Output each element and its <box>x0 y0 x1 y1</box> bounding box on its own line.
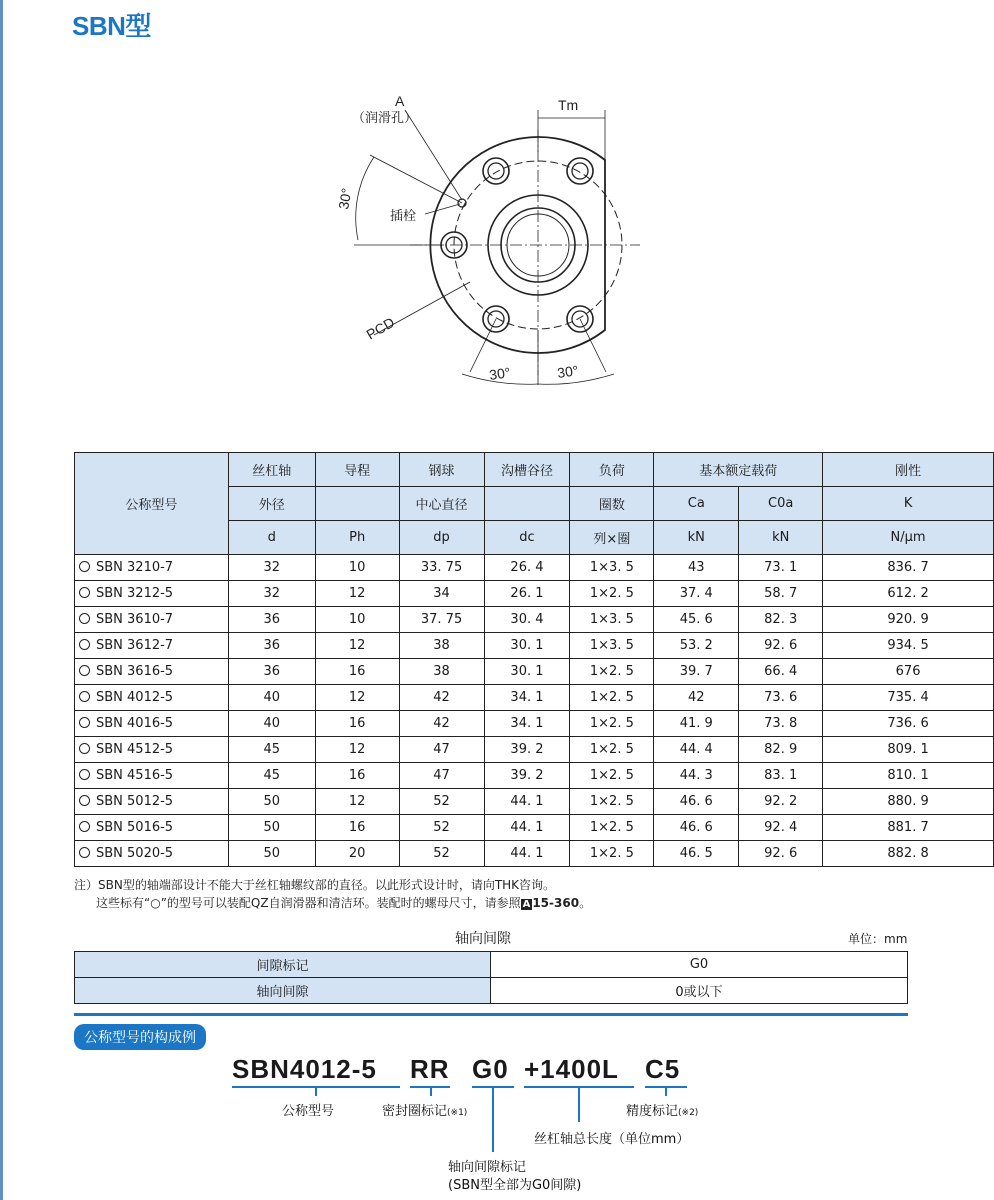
cell-dc: 44. 1 <box>484 789 570 815</box>
cell-dc: 34. 1 <box>484 711 570 737</box>
cell-ca: 46. 6 <box>654 815 739 841</box>
cell-k: 882. 8 <box>823 841 994 867</box>
cell-k: 934. 5 <box>823 633 994 659</box>
section-divider <box>74 1013 908 1016</box>
cell-c0a: 83. 1 <box>739 763 823 789</box>
cell-dc: 39. 2 <box>484 763 570 789</box>
cell-dp: 52 <box>399 789 484 815</box>
cell-model: SBN 4512-5 <box>75 737 229 763</box>
header-load-group: 基本额定载荷 <box>654 453 823 487</box>
header-ball-line2: 中心直径 <box>399 487 484 521</box>
spec-table <box>74 452 994 867</box>
cell-model: SBN 5012-5 <box>75 789 229 815</box>
cell-ph: 12 <box>315 685 399 711</box>
clearance-label-symbol: 间隙标记 <box>75 952 491 978</box>
cell-model: SBN 3210-7 <box>75 555 229 581</box>
cell-k: 736. 6 <box>823 711 994 737</box>
note-1: 注）SBN型的轴端部设计不能大于丝杠轴螺纹部的直径。以此形式设计时，请向THK咨询。 <box>74 878 556 892</box>
cell-dp: 33. 75 <box>399 555 484 581</box>
table-row <box>75 633 994 659</box>
table-row <box>75 711 994 737</box>
label-clearance-note: (SBN型全部为G0间隙) <box>448 1178 582 1193</box>
cell-model: SBN 3612-7 <box>75 633 229 659</box>
cell-ca: 42 <box>654 685 739 711</box>
label-model: 公称型号 <box>282 1104 335 1119</box>
cell-ph: 10 <box>315 555 399 581</box>
cell-d: 45 <box>228 763 315 789</box>
cell-k: 836. 7 <box>823 555 994 581</box>
cell-dc: 30. 4 <box>484 607 570 633</box>
cell-d: 40 <box>228 685 315 711</box>
cell-ph: 10 <box>315 607 399 633</box>
label-plug: 插栓 <box>390 208 417 223</box>
cell-ph: 16 <box>315 763 399 789</box>
cell-model: SBN 3610-7 <box>75 607 229 633</box>
header-shaft-line2: 外径 <box>228 487 315 521</box>
code-accuracy: C5 <box>645 1054 681 1084</box>
qz-compatible-circle-icon <box>79 691 90 702</box>
nut-drawing <box>335 90 660 390</box>
cell-d: 36 <box>228 633 315 659</box>
cell-d: 32 <box>228 581 315 607</box>
cell-dp: 42 <box>399 685 484 711</box>
table-row <box>75 737 994 763</box>
clearance-table <box>74 951 908 1004</box>
clearance-value-symbol: G0 <box>491 952 908 978</box>
clearance-caption: 轴向间隙 <box>455 931 511 947</box>
clearance-label-axial: 轴向间隙 <box>75 978 491 1004</box>
cell-dc: 39. 2 <box>484 737 570 763</box>
cell-circuits: 1×2. 5 <box>570 789 654 815</box>
cell-circuits: 1×3. 5 <box>570 555 654 581</box>
header-c0a-sym: C0a <box>739 487 823 521</box>
code-clearance: G0 <box>472 1054 509 1084</box>
cell-ph: 12 <box>315 789 399 815</box>
cell-circuits: 1×2. 5 <box>570 841 654 867</box>
cell-k: 809. 1 <box>823 737 994 763</box>
cell-ca: 37. 4 <box>654 581 739 607</box>
header-circuit-sym: 列×圈 <box>570 521 654 555</box>
bolt-hole <box>483 158 509 184</box>
cell-dc: 30. 1 <box>484 633 570 659</box>
cell-dc: 44. 1 <box>484 815 570 841</box>
cell-c0a: 73. 8 <box>739 711 823 737</box>
cell-d: 36 <box>228 607 315 633</box>
cell-c0a: 73. 1 <box>739 555 823 581</box>
cell-d: 50 <box>228 789 315 815</box>
table-row <box>75 659 994 685</box>
cell-k: 810. 1 <box>823 763 994 789</box>
cell-dp: 52 <box>399 815 484 841</box>
code-model: SBN4012-5 <box>232 1054 377 1084</box>
table-row <box>75 841 994 867</box>
cell-circuits: 1×2. 5 <box>570 685 654 711</box>
label-seal: 密封圈标记(※1) <box>382 1104 468 1119</box>
cell-ca: 41. 9 <box>654 711 739 737</box>
cell-d: 40 <box>228 711 315 737</box>
cell-dc: 26. 1 <box>484 581 570 607</box>
cell-c0a: 92. 4 <box>739 815 823 841</box>
table-row <box>75 555 994 581</box>
cell-dp: 47 <box>399 737 484 763</box>
cell-k: 880. 9 <box>823 789 994 815</box>
cell-dc: 30. 1 <box>484 659 570 685</box>
header-lead-sym: Ph <box>315 521 399 555</box>
code-seal: RR <box>410 1054 450 1084</box>
qz-compatible-circle-icon <box>79 795 90 806</box>
cell-d: 45 <box>228 737 315 763</box>
header-model: 公称型号 <box>75 453 229 555</box>
cell-dp: 47 <box>399 763 484 789</box>
header-ca-sym: Ca <box>654 487 739 521</box>
cell-ca: 44. 4 <box>654 737 739 763</box>
cell-dc: 34. 1 <box>484 685 570 711</box>
cell-d: 36 <box>228 659 315 685</box>
qz-compatible-circle-icon <box>79 613 90 624</box>
header-ball-line1: 钢球 <box>399 453 484 487</box>
label-angle-bottom-left: 30° <box>488 364 512 383</box>
header-circuit-line1: 负荷 <box>570 453 654 487</box>
cell-c0a: 66. 4 <box>739 659 823 685</box>
cell-dp: 38 <box>399 659 484 685</box>
label-clearance-symbol: 轴向间隙标记 <box>448 1160 527 1175</box>
cell-c0a: 92. 6 <box>739 841 823 867</box>
header-lead-line1: 导程 <box>315 453 399 487</box>
cell-ph: 16 <box>315 711 399 737</box>
cell-d: 50 <box>228 815 315 841</box>
cell-c0a: 92. 2 <box>739 789 823 815</box>
header-shaft-line1: 丝杠轴 <box>228 453 315 487</box>
cell-model: SBN 3212-5 <box>75 581 229 607</box>
cell-ph: 12 <box>315 737 399 763</box>
cell-model: SBN 5020-5 <box>75 841 229 867</box>
cell-model: SBN 5016-5 <box>75 815 229 841</box>
cell-k: 920. 9 <box>823 607 994 633</box>
header-shaft-sym: d <box>228 521 315 555</box>
cell-ph: 12 <box>315 633 399 659</box>
cell-ph: 16 <box>315 815 399 841</box>
qz-compatible-circle-icon <box>79 821 90 832</box>
cell-circuits: 1×2. 5 <box>570 815 654 841</box>
cell-c0a: 82. 3 <box>739 607 823 633</box>
table-row <box>75 789 994 815</box>
table-row <box>75 607 994 633</box>
label-a: A <box>395 93 405 109</box>
qz-compatible-circle-icon <box>79 743 90 754</box>
cell-ca: 43 <box>654 555 739 581</box>
qz-compatible-circle-icon <box>79 639 90 650</box>
cell-ca: 53. 2 <box>654 633 739 659</box>
table-row <box>75 685 994 711</box>
cell-d: 32 <box>228 555 315 581</box>
table-row <box>75 815 994 841</box>
header-ball-sym: dp <box>399 521 484 555</box>
cell-model: SBN 4516-5 <box>75 763 229 789</box>
cell-ca: 44. 3 <box>654 763 739 789</box>
cell-c0a: 58. 7 <box>739 581 823 607</box>
note-2-text: 这些标有“○”的型号可以装配QZ自润滑器和清洁环。装配时的螺母尺寸，请参照 <box>96 896 521 910</box>
cell-ph: 12 <box>315 581 399 607</box>
cell-k: 676 <box>823 659 994 685</box>
bolt-hole <box>567 158 593 184</box>
qz-compatible-circle-icon <box>79 587 90 598</box>
clearance-value-axial: 0或以下 <box>491 978 908 1004</box>
cell-dc: 44. 1 <box>484 841 570 867</box>
cell-circuits: 1×3. 5 <box>570 607 654 633</box>
cell-ph: 16 <box>315 659 399 685</box>
cell-circuits: 1×2. 5 <box>570 737 654 763</box>
header-rigidity-line1: 刚性 <box>823 453 994 487</box>
label-angle-bottom-right: 30° <box>556 362 580 381</box>
table-row <box>75 763 994 789</box>
cell-ca: 45. 6 <box>654 607 739 633</box>
code-length: +1400L <box>524 1054 619 1084</box>
header-circuit-line2: 圈数 <box>570 487 654 521</box>
cell-circuits: 1×2. 5 <box>570 711 654 737</box>
cell-c0a: 73. 6 <box>739 685 823 711</box>
cell-d: 50 <box>228 841 315 867</box>
label-lube-hole: （润滑孔） <box>352 110 418 125</box>
cell-circuits: 1×2. 5 <box>570 581 654 607</box>
cell-model: SBN 4016-5 <box>75 711 229 737</box>
cell-k: 735. 4 <box>823 685 994 711</box>
header-groove-line1: 沟槽谷径 <box>484 453 570 487</box>
page-title: SBN型 <box>72 11 151 41</box>
page-edge-rule <box>0 0 3 1200</box>
cell-ca: 46. 5 <box>654 841 739 867</box>
label-accuracy: 精度标记(※2) <box>626 1104 699 1119</box>
header-groove-sym: dc <box>484 521 570 555</box>
cell-circuits: 1×3. 5 <box>570 633 654 659</box>
header-rigidity-sym: K <box>823 487 994 521</box>
qz-compatible-circle-icon <box>79 847 90 858</box>
qz-compatible-circle-icon <box>79 717 90 728</box>
cell-dc: 26. 4 <box>484 555 570 581</box>
label-tm: Tm <box>558 97 579 113</box>
cell-model: SBN 4012-5 <box>75 685 229 711</box>
cell-ca: 46. 6 <box>654 789 739 815</box>
cell-c0a: 92. 6 <box>739 633 823 659</box>
qz-compatible-circle-icon <box>79 665 90 676</box>
cell-ca: 39. 7 <box>654 659 739 685</box>
clearance-unit: 单位：mm <box>848 932 908 946</box>
note-2: 这些标有“○”的型号可以装配QZ自润滑器和清洁环。装配时的螺母尺寸，请参照 A 15-360。 <box>96 896 592 910</box>
qz-compatible-circle-icon <box>79 561 90 572</box>
cell-dp: 34 <box>399 581 484 607</box>
label-pcd: PCD <box>363 313 398 343</box>
reference-badge: A <box>522 899 531 910</box>
cell-ph: 20 <box>315 841 399 867</box>
label-length: 丝杠轴总长度（单位mm） <box>534 1132 690 1147</box>
cell-model: SBN 3616-5 <box>75 659 229 685</box>
cell-k: 612. 2 <box>823 581 994 607</box>
header-rigidity-unit: N/μm <box>823 521 994 555</box>
table-row <box>75 581 994 607</box>
cell-dp: 38 <box>399 633 484 659</box>
cell-k: 881. 7 <box>823 815 994 841</box>
cell-c0a: 82. 9 <box>739 737 823 763</box>
cell-dp: 42 <box>399 711 484 737</box>
label-angle-left: 30° <box>335 186 355 211</box>
cell-dp: 52 <box>399 841 484 867</box>
section-title: 公称型号的构成例 <box>74 1024 206 1050</box>
note-2-ref: 15-360 <box>532 896 580 910</box>
header-ca-unit: kN <box>654 521 739 555</box>
cell-circuits: 1×2. 5 <box>570 659 654 685</box>
cell-dp: 37. 75 <box>399 607 484 633</box>
cell-circuits: 1×2. 5 <box>570 763 654 789</box>
header-c0a-unit: kN <box>739 521 823 555</box>
qz-compatible-circle-icon <box>79 769 90 780</box>
